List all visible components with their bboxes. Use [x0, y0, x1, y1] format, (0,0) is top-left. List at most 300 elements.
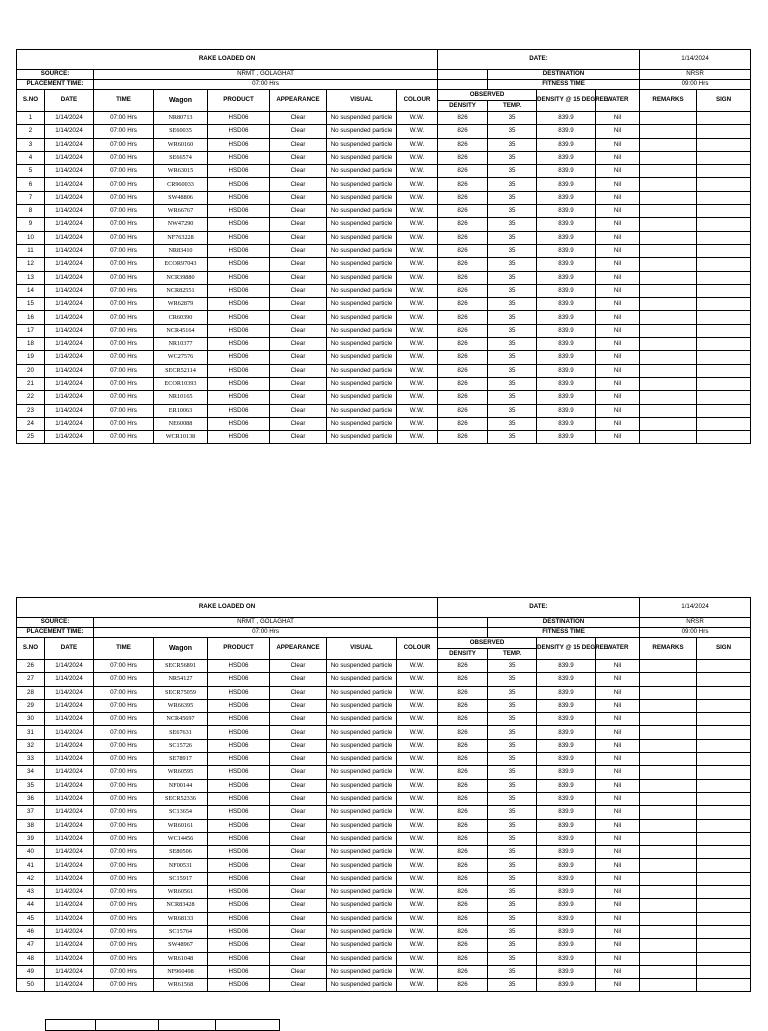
- row-wagon: CR960033: [154, 178, 208, 191]
- row-density: 826: [438, 925, 488, 938]
- row-wagon: NCR45164: [154, 324, 208, 337]
- row-temp: 35: [488, 404, 537, 417]
- row-density-15: 839.9: [537, 244, 596, 257]
- row-time: 07:00 Hrs: [94, 417, 154, 430]
- row-sno: 42: [17, 872, 45, 885]
- row-sno: 39: [17, 832, 45, 845]
- row-sno: 22: [17, 391, 45, 404]
- row-time: 07:00 Hrs: [94, 859, 154, 872]
- row-temp: 35: [488, 284, 537, 297]
- table-row: [17, 112, 751, 125]
- row-temp: 35: [488, 819, 537, 832]
- row-visual: No suspended particle: [327, 766, 397, 779]
- row-sign: [697, 806, 751, 819]
- row-temp: 35: [488, 377, 537, 390]
- row-density: 826: [438, 231, 488, 244]
- row-sign: [697, 872, 751, 885]
- row-density-15: 839.9: [537, 258, 596, 271]
- header-row-rake: [17, 598, 751, 618]
- row-water: Nil: [596, 912, 640, 925]
- row-water: Nil: [596, 351, 640, 364]
- row-product: HSD06: [208, 404, 270, 417]
- row-appearance: Clear: [270, 979, 327, 992]
- row-wagon: SE60035: [154, 125, 208, 138]
- col-water: WATER: [596, 90, 640, 112]
- row-wagon: ECOR10393: [154, 377, 208, 390]
- row-temp: 35: [488, 766, 537, 779]
- row-sno: 37: [17, 806, 45, 819]
- table-row: [17, 673, 751, 686]
- row-colour: W.W.: [397, 338, 438, 351]
- row-density-15: 839.9: [537, 912, 596, 925]
- row-wagon: ER10063: [154, 404, 208, 417]
- row-time: 07:00 Hrs: [94, 258, 154, 271]
- col-remarks: REMARKS: [640, 90, 697, 112]
- row-temp: 35: [488, 258, 537, 271]
- row-wagon: SW48806: [154, 191, 208, 204]
- row-temp: 35: [488, 391, 537, 404]
- table-row: [17, 872, 751, 885]
- row-colour: W.W.: [397, 859, 438, 872]
- date-value: 1/14/2024: [640, 598, 751, 618]
- row-remarks: [640, 244, 697, 257]
- row-appearance: Clear: [270, 377, 327, 390]
- row-remarks: [640, 377, 697, 390]
- row-product: HSD06: [208, 311, 270, 324]
- row-time: 07:00 Hrs: [94, 792, 154, 805]
- row-density: 826: [438, 404, 488, 417]
- row-sno: 21: [17, 377, 45, 390]
- row-density: 826: [438, 965, 488, 978]
- row-wagon: ECOR97043: [154, 258, 208, 271]
- row-time: 07:00 Hrs: [94, 660, 154, 673]
- row-visual: No suspended particle: [327, 779, 397, 792]
- row-remarks: [640, 766, 697, 779]
- row-sno: 6: [17, 178, 45, 191]
- row-date: 1/14/2024: [45, 939, 94, 952]
- rake-loaded-on-label: RAKE LOADED ON: [17, 50, 438, 70]
- row-sno: 32: [17, 739, 45, 752]
- rake-sheet-1: [16, 49, 750, 444]
- row-colour: W.W.: [397, 766, 438, 779]
- row-visual: No suspended particle: [327, 939, 397, 952]
- col-temp: TEMP.: [488, 101, 537, 112]
- row-date: 1/14/2024: [45, 792, 94, 805]
- row-remarks: [640, 218, 697, 231]
- row-density-15: 839.9: [537, 178, 596, 191]
- row-sno: 10: [17, 231, 45, 244]
- row-sign: [697, 284, 751, 297]
- row-sign: [697, 912, 751, 925]
- row-sign: [697, 846, 751, 859]
- row-visual: No suspended particle: [327, 404, 397, 417]
- row-sno: 16: [17, 311, 45, 324]
- row-temp: 35: [488, 952, 537, 965]
- row-density-15: 839.9: [537, 125, 596, 138]
- row-water: Nil: [596, 965, 640, 978]
- row-wagon: WR66767: [154, 205, 208, 218]
- table-row: [17, 660, 751, 673]
- row-density: 826: [438, 899, 488, 912]
- row-date: 1/14/2024: [45, 391, 94, 404]
- row-remarks: [640, 298, 697, 311]
- row-wagon: NR10165: [154, 391, 208, 404]
- row-temp: 35: [488, 364, 537, 377]
- col-wagon: Wagon: [154, 90, 208, 112]
- row-colour: W.W.: [397, 377, 438, 390]
- row-product: HSD06: [208, 151, 270, 164]
- row-time: 07:00 Hrs: [94, 364, 154, 377]
- col-colour: COLOUR: [397, 90, 438, 112]
- row-product: HSD06: [208, 138, 270, 151]
- row-density: 826: [438, 699, 488, 712]
- row-water: Nil: [596, 846, 640, 859]
- row-sno: 36: [17, 792, 45, 805]
- table-row: [17, 912, 751, 925]
- row-wagon: SECR56891: [154, 660, 208, 673]
- row-appearance: Clear: [270, 258, 327, 271]
- row-density-15: 839.9: [537, 713, 596, 726]
- row-density: 826: [438, 138, 488, 151]
- row-water: Nil: [596, 417, 640, 430]
- row-product: HSD06: [208, 806, 270, 819]
- row-time: 07:00 Hrs: [94, 912, 154, 925]
- row-product: HSD06: [208, 859, 270, 872]
- col-temp: TEMP.: [488, 649, 537, 660]
- row-product: HSD06: [208, 377, 270, 390]
- row-density: 826: [438, 819, 488, 832]
- table-row: [17, 125, 751, 138]
- column-header-row: [17, 638, 751, 649]
- row-water: Nil: [596, 178, 640, 191]
- row-density: 826: [438, 952, 488, 965]
- row-sign: [697, 832, 751, 845]
- table-row: [17, 739, 751, 752]
- row-temp: 35: [488, 739, 537, 752]
- row-remarks: [640, 753, 697, 766]
- row-remarks: [640, 912, 697, 925]
- table-row: [17, 417, 751, 430]
- table-row: [17, 258, 751, 271]
- row-visual: No suspended particle: [327, 859, 397, 872]
- row-colour: W.W.: [397, 979, 438, 992]
- row-product: HSD06: [208, 899, 270, 912]
- row-density: 826: [438, 191, 488, 204]
- row-density: 826: [438, 178, 488, 191]
- row-date: 1/14/2024: [45, 151, 94, 164]
- row-wagon: NF763228: [154, 231, 208, 244]
- row-density: 826: [438, 151, 488, 164]
- row-temp: 35: [488, 178, 537, 191]
- col-appearance: APPEARANCE: [270, 90, 327, 112]
- row-product: HSD06: [208, 925, 270, 938]
- row-colour: W.W.: [397, 713, 438, 726]
- row-appearance: Clear: [270, 686, 327, 699]
- row-sno: 7: [17, 191, 45, 204]
- row-product: HSD06: [208, 324, 270, 337]
- row-density-15: 839.9: [537, 846, 596, 859]
- source-label: SOURCE:: [17, 618, 94, 628]
- row-sign: [697, 338, 751, 351]
- row-visual: No suspended particle: [327, 979, 397, 992]
- row-appearance: Clear: [270, 431, 327, 444]
- row-density: 826: [438, 324, 488, 337]
- row-time: 07:00 Hrs: [94, 965, 154, 978]
- row-density-15: 839.9: [537, 218, 596, 231]
- row-temp: 35: [488, 673, 537, 686]
- row-density-15: 839.9: [537, 391, 596, 404]
- row-visual: No suspended particle: [327, 886, 397, 899]
- row-density-15: 839.9: [537, 191, 596, 204]
- row-density: 826: [438, 311, 488, 324]
- row-water: Nil: [596, 806, 640, 819]
- row-sno: 30: [17, 713, 45, 726]
- table-row: [17, 244, 751, 257]
- row-visual: No suspended particle: [327, 713, 397, 726]
- table-row: [17, 191, 751, 204]
- row-wagon: CR60390: [154, 311, 208, 324]
- row-date: 1/14/2024: [45, 925, 94, 938]
- row-water: Nil: [596, 364, 640, 377]
- col-visual: VISUAL: [327, 638, 397, 660]
- source-value: NRMT , GOLAGHAT: [94, 70, 438, 80]
- row-remarks: [640, 792, 697, 805]
- row-density-15: 839.9: [537, 886, 596, 899]
- row-appearance: Clear: [270, 284, 327, 297]
- row-wagon: WR63015: [154, 165, 208, 178]
- row-water: Nil: [596, 218, 640, 231]
- row-density-15: 839.9: [537, 872, 596, 885]
- row-water: Nil: [596, 258, 640, 271]
- row-colour: W.W.: [397, 231, 438, 244]
- row-remarks: [640, 311, 697, 324]
- row-sign: [697, 165, 751, 178]
- table-row: [17, 686, 751, 699]
- row-appearance: Clear: [270, 939, 327, 952]
- row-wagon: NF00531: [154, 859, 208, 872]
- row-remarks: [640, 391, 697, 404]
- row-density-15: 839.9: [537, 351, 596, 364]
- table-row: [17, 231, 751, 244]
- row-sign: [697, 925, 751, 938]
- row-water: Nil: [596, 324, 640, 337]
- row-date: 1/14/2024: [45, 284, 94, 297]
- row-product: HSD06: [208, 846, 270, 859]
- row-product: HSD06: [208, 417, 270, 430]
- row-visual: No suspended particle: [327, 391, 397, 404]
- blank-cell: [438, 70, 488, 80]
- row-density-15: 839.9: [537, 819, 596, 832]
- row-density: 826: [438, 298, 488, 311]
- row-density: 826: [438, 391, 488, 404]
- row-density-15: 839.9: [537, 404, 596, 417]
- row-remarks: [640, 886, 697, 899]
- row-product: HSD06: [208, 191, 270, 204]
- row-sign: [697, 311, 751, 324]
- table-row: [17, 952, 751, 965]
- row-time: 07:00 Hrs: [94, 779, 154, 792]
- header-row-source: [17, 618, 751, 628]
- row-water: Nil: [596, 739, 640, 752]
- table-row: [17, 271, 751, 284]
- row-remarks: [640, 258, 697, 271]
- row-sign: [697, 939, 751, 952]
- row-visual: No suspended particle: [327, 298, 397, 311]
- row-appearance: Clear: [270, 417, 327, 430]
- table-row: [17, 338, 751, 351]
- row-appearance: Clear: [270, 191, 327, 204]
- row-temp: 35: [488, 925, 537, 938]
- row-product: HSD06: [208, 244, 270, 257]
- header-row-source: [17, 70, 751, 80]
- table-row: [17, 859, 751, 872]
- row-water: Nil: [596, 311, 640, 324]
- row-visual: No suspended particle: [327, 191, 397, 204]
- row-temp: 35: [488, 912, 537, 925]
- row-time: 07:00 Hrs: [94, 686, 154, 699]
- row-colour: W.W.: [397, 324, 438, 337]
- row-date: 1/14/2024: [45, 138, 94, 151]
- row-wagon: WR60595: [154, 766, 208, 779]
- row-remarks: [640, 673, 697, 686]
- row-wagon: SE78917: [154, 753, 208, 766]
- row-sign: [697, 191, 751, 204]
- row-sno: 3: [17, 138, 45, 151]
- row-appearance: Clear: [270, 324, 327, 337]
- row-sno: 49: [17, 965, 45, 978]
- row-density: 826: [438, 364, 488, 377]
- row-sno: 44: [17, 899, 45, 912]
- signature-cell: [159, 1020, 216, 1031]
- row-wagon: NR10377: [154, 338, 208, 351]
- row-density-15: 839.9: [537, 686, 596, 699]
- row-sign: [697, 151, 751, 164]
- row-remarks: [640, 899, 697, 912]
- row-density: 826: [438, 686, 488, 699]
- row-colour: W.W.: [397, 138, 438, 151]
- row-sno: 31: [17, 726, 45, 739]
- row-time: 07:00 Hrs: [94, 391, 154, 404]
- row-sign: [697, 739, 751, 752]
- date-label: DATE:: [438, 598, 640, 618]
- row-sign: [697, 258, 751, 271]
- table-row: [17, 806, 751, 819]
- row-time: 07:00 Hrs: [94, 218, 154, 231]
- row-sign: [697, 377, 751, 390]
- row-sign: [697, 324, 751, 337]
- row-wagon: WR60161: [154, 819, 208, 832]
- col-date: DATE: [45, 90, 94, 112]
- row-sno: 5: [17, 165, 45, 178]
- row-sign: [697, 125, 751, 138]
- row-appearance: Clear: [270, 819, 327, 832]
- row-colour: W.W.: [397, 846, 438, 859]
- row-density: 826: [438, 832, 488, 845]
- table-row: [17, 351, 751, 364]
- row-visual: No suspended particle: [327, 231, 397, 244]
- row-density: 826: [438, 218, 488, 231]
- row-sign: [697, 431, 751, 444]
- row-sno: 15: [17, 298, 45, 311]
- row-density: 826: [438, 766, 488, 779]
- row-water: Nil: [596, 779, 640, 792]
- table-row: [17, 713, 751, 726]
- row-colour: W.W.: [397, 125, 438, 138]
- row-sign: [697, 673, 751, 686]
- row-appearance: Clear: [270, 298, 327, 311]
- row-temp: 35: [488, 965, 537, 978]
- row-visual: No suspended particle: [327, 178, 397, 191]
- row-remarks: [640, 872, 697, 885]
- row-product: HSD06: [208, 112, 270, 125]
- table-row: [17, 391, 751, 404]
- row-density-15: 839.9: [537, 377, 596, 390]
- col-product: PRODUCT: [208, 90, 270, 112]
- row-time: 07:00 Hrs: [94, 431, 154, 444]
- row-remarks: [640, 925, 697, 938]
- row-remarks: [640, 726, 697, 739]
- row-sno: 23: [17, 404, 45, 417]
- rake-loaded-on-label: RAKE LOADED ON: [17, 598, 438, 618]
- row-sign: [697, 391, 751, 404]
- row-sign: [697, 178, 751, 191]
- row-density: 826: [438, 244, 488, 257]
- row-product: HSD06: [208, 431, 270, 444]
- row-density-15: 839.9: [537, 271, 596, 284]
- row-product: HSD06: [208, 218, 270, 231]
- row-density-15: 839.9: [537, 151, 596, 164]
- row-density: 826: [438, 792, 488, 805]
- row-visual: No suspended particle: [327, 660, 397, 673]
- signature-cell: [96, 1020, 159, 1031]
- row-water: Nil: [596, 753, 640, 766]
- row-wagon: SC15726: [154, 739, 208, 752]
- row-density: 826: [438, 112, 488, 125]
- row-colour: W.W.: [397, 819, 438, 832]
- row-density: 826: [438, 739, 488, 752]
- col-appearance: APPEARANCE: [270, 638, 327, 660]
- row-remarks: [640, 351, 697, 364]
- row-product: HSD06: [208, 673, 270, 686]
- row-time: 07:00 Hrs: [94, 165, 154, 178]
- row-colour: W.W.: [397, 258, 438, 271]
- row-density: 826: [438, 284, 488, 297]
- row-product: HSD06: [208, 819, 270, 832]
- row-visual: No suspended particle: [327, 151, 397, 164]
- row-appearance: Clear: [270, 271, 327, 284]
- row-time: 07:00 Hrs: [94, 899, 154, 912]
- row-remarks: [640, 125, 697, 138]
- row-sign: [697, 244, 751, 257]
- row-sign: [697, 298, 751, 311]
- table-row: [17, 753, 751, 766]
- row-product: HSD06: [208, 258, 270, 271]
- row-density-15: 839.9: [537, 660, 596, 673]
- row-water: Nil: [596, 699, 640, 712]
- row-visual: No suspended particle: [327, 739, 397, 752]
- row-water: Nil: [596, 872, 640, 885]
- row-wagon: SE80506: [154, 846, 208, 859]
- col-density: DENSITY: [438, 649, 488, 660]
- row-temp: 35: [488, 417, 537, 430]
- row-visual: No suspended particle: [327, 806, 397, 819]
- row-colour: W.W.: [397, 284, 438, 297]
- col-date: DATE: [45, 638, 94, 660]
- row-sign: [697, 404, 751, 417]
- row-remarks: [640, 324, 697, 337]
- row-time: 07:00 Hrs: [94, 298, 154, 311]
- row-temp: 35: [488, 699, 537, 712]
